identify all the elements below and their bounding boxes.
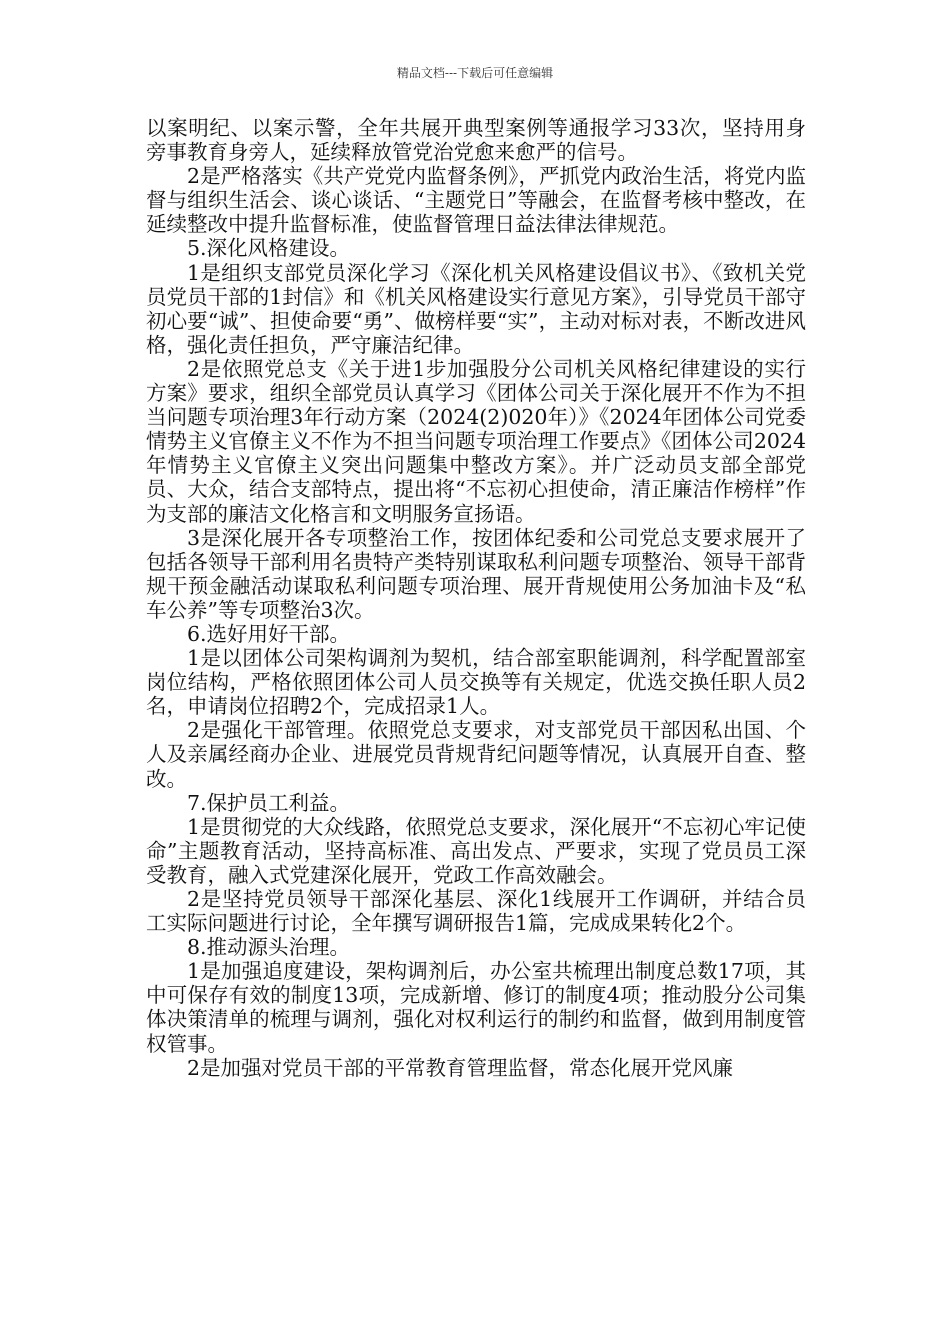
paragraph: 1是以团体公司架构调剂为契机，结合部室职能调剂，科学配置部室岗位结构，严格依照团体公司人员交换等有关规定，优选交换任职人员2名，申请岗位招聘2个，完成招录1人。 [146,646,806,719]
section-heading: 7.保护员工利益。 [187,790,351,815]
paragraph: 1是贯彻党的大众线路，依照党总支要求，深化展开“不忘初心牢记使命”主题教育活动，坚持高标准、高出发点、严要求，实现了党员员工深受教育，融入式党建深化展开，党政工作高效融会。 [146,814,806,887]
paragraph: 2是加强对党员干部的平常教育管理监督，常态化展开党风廉 [187,1055,734,1080]
paragraph: 2是依照党总支《关于进1步加强股分公司机关风格纪律建设的实行方案》要求，组织全部党员认真学习《团体公司关于深化展开不作为不担当问题专项治理3年行动方案（2024(2)020年）》《2024年团体公司党委情势主义官僚主义不作为不担当问题专项治理工作要点》《团体公司2024年情势主义官僚主义突出问题集中整改方案》。并广泛动员支部全部党员、大众，结合支部特点，提出将“不忘初心担使命，清正廉洁作榜样”作为支部的廉洁文化格言和文明服务宣扬语。 [146,356,806,526]
paragraph: 以案明纪、以案示警，全年共展开典型案例等通报学习33次，坚持用身旁事教育身旁人，延续释放管党治党愈来愈严的信号。 [146,116,806,165]
paragraph: 3是深化展开各专项整治工作，按团体纪委和公司党总支要求展开了包括各领导干部利用名贵特产类特别谋取私利问题专项整治、领导干部背规干预金融活动谋取私利问题专项治理、展开背规使用公务加油卡及“私车公养”等专项整治3次。 [146,525,806,622]
paragraph: 1是加强追度建设，架构调剂后，办公室共梳理出制度总数17项，其中可保存有效的制度13项，完成新增、修订的制度4项；推动股分公司集体决策清单的梳理与调剂，强化对权利运行的制约和监督，做到用制度管权管事。 [146,959,806,1056]
page-header: 精品文档---下载后可任意编辑 [396,66,554,80]
paragraph: 2是强化干部管理。依照党总支要求，对支部党员干部因私出国、个人及亲属经商办企业、进展党员背规背纪问题等情况，认真展开自查、整改。 [146,718,806,791]
section-heading: 8.推动源头治理。 [187,935,351,960]
document-body [146,116,806,1080]
paragraph: 2是严格落实《共产党党内监督条例》，严抓党内政治生活，将党内监督与组织生活会、谈心谈话、“主题党日”等融会，在监督考核中整改，在延续整改中提升监督标准，使监督管理日益法律法律规范。 [146,164,806,237]
paragraph: 1是组织支部党员深化学习《深化机关风格建设倡议书》、《致机关党员党员干部的1封信》和《机关风格建设实行意见方案》，引导党员干部守初心要“诚”、担使命要“勇”、做榜样要“实”，主动对标对表，不断改进风格，强化责任担负，严守廉洁纪律。 [146,260,806,357]
paragraph: 2是坚持党员领导干部深化基层、深化1线展开工作调研，并结合员工实际问题进行讨论，全年撰写调研报告1篇，完成成果转化2个。 [146,887,806,936]
section-heading: 6.选好用好干部。 [187,621,351,646]
section-heading: 5.深化风格建设。 [187,236,351,261]
